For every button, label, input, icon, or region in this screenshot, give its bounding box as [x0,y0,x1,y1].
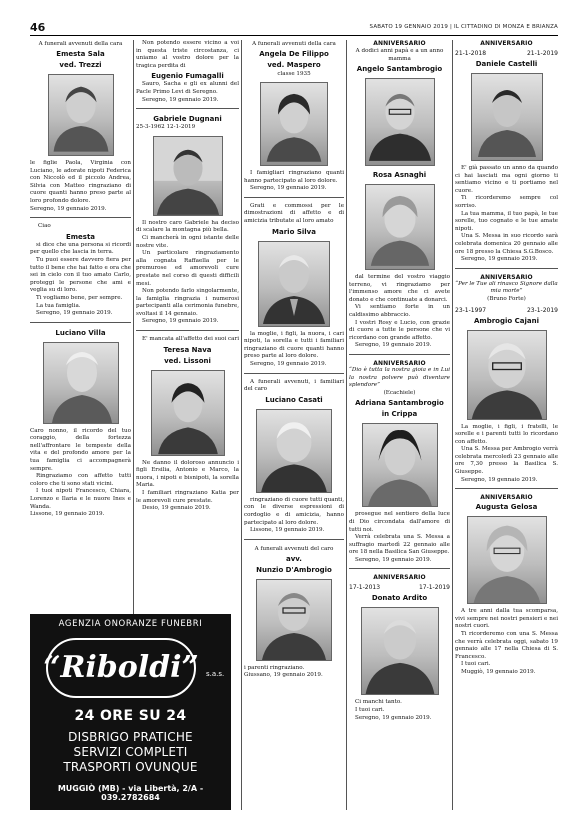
deceased-subtitle: in Crippa [381,410,418,419]
column-rule [241,40,242,810]
notice-mario-silva [244,203,344,369]
notice-text: ringraziano di cuore tutti quanti, con le diverse espressioni di cordoglio e di amicizia, hanno partecipato al loro dolore. [244,496,344,526]
notice-text: Ci manchi tanto. [355,699,402,706]
divider [349,568,450,569]
notice-date: Seregno, 19 gennaio 2019. [36,310,113,317]
notice-text: I famigliari ringraziano quanti hanno partecipato al loro dolore. [244,170,344,184]
notice-text: Ringraziamo con affetto tutti coloro che ti sono stati vicini. [30,473,131,487]
notice-text: La moglie, i figli, i fratelli, le sorelle e i parenti tutti lo ricordano con affetto. [455,423,558,445]
notice-text: Non potendo farlo singolarmente, la famiglia ringrazia i numerosi partecipanti alla cerimonia funebre, svoltasi il 14 gennaio. [136,288,239,317]
anniversary-heading: ANNIVERSARIO [480,494,533,502]
anniversary-adriana-santambrogio [349,360,450,565]
date-end: 17-1-2019 [418,584,450,592]
notice-text: Ci mancherà in ogni istante delle nostre vite. [136,234,239,249]
portrait-photo [151,370,225,456]
notice-text: la moglie, i figli, la nuora, i cari nipoti, la sorella e tutti i familiari ringraziano di cuore quanti hanno preso parte al loro dolore. [244,330,344,360]
anniversary-santambrogio-asnaghi [349,40,450,350]
deceased-name: Emesta Sala [56,50,105,58]
notice-date: Muggiò, 19 gennaio 2019. [461,669,536,675]
deceased-title: avv. [286,554,302,563]
deceased-name: Mario Silva [272,227,316,236]
life-dates [349,584,450,591]
divider [244,539,344,540]
notice-text: E' già passato un anno da quando ci hai lasciati ma ogni giorno ti sentiamo vicino e ti portiamo nel cuore. [455,165,558,194]
notice-text: Ti ricorderemo con una S. Messa che verrà celebrata oggi, sabato 19 gennaio alle 17 nella Chiesa di S. Francesco. [455,631,558,660]
divider [30,217,131,218]
portrait-photo [467,330,547,420]
notice-intro: A dodici anni papà e a un anno mamma [355,48,444,62]
page-number: 46 [30,21,46,34]
divider [136,330,239,331]
portrait-photo [260,82,328,166]
deceased-name: Luciano Villa [55,328,106,337]
notice-text: Vi sentiamo forte in un caldissimo abbraccio. [349,304,450,318]
notice-text: Un particolare ringraziamento alla cognata Raffaella per le premurose ed amorevoli cure prestate nel corso di questi difficili mesi. [136,250,239,287]
notice-text: Una S. Messa in suo ricordo sarà celebrata domenica 20 gennaio alle ore 18 presso la Chiesa S.G.Bosco. [455,233,558,255]
divider [455,488,558,489]
notice-intro: A funerali avvenuti, i familiari del caro [244,378,344,393]
anniversary-ambrogio-cajani [455,274,558,485]
portrait-figure [472,74,542,160]
deceased-subtitle: ved. Trezzi [59,61,102,69]
portrait-photo [365,78,435,166]
quote-text: “Dio è tutta la nostra gioia e in Lui la nostra polvere può diventare splendore” [349,366,450,389]
notice-signature: I tuoi cari. [355,707,385,714]
date-start: 23-1-1997 [455,306,487,314]
deceased-name: Augusta Gelosa [475,503,538,512]
portrait-photo [471,73,543,161]
portrait-photo [362,423,438,507]
agency-logo [43,638,199,698]
column-4 [349,40,450,810]
notice-intro: A funerali avvenuti della cara [38,41,123,47]
notice-date: Lissone, 19 gennaio 2019. [30,511,105,518]
anniversary-augusta-gelosa [455,494,558,676]
date-start: 21-1-2018 [455,50,487,57]
funeral-agency-advertisement [30,614,231,810]
deceased-name: Ambrogio Cajani [473,316,539,325]
portrait-photo [256,409,332,493]
ad-address-phone: MUGGIÒ (MB) - via Libertà, 2/A - 039.2782684 [57,784,204,802]
agency-legal-form: s.a.s. [206,670,225,678]
ad-service: TRASPORTI OVUNQUE [63,760,198,774]
notice-nunzio-dambrogio [244,545,344,680]
divider [244,373,344,374]
notice-eugenio-fumagalli [136,40,239,104]
column-3 [244,40,344,810]
notice-intro: A funerali avvenuti del caro [254,545,334,552]
date-end: 21-1-2019 [526,50,558,57]
divider [244,197,344,198]
portrait-figure [152,371,224,455]
notice-date: Seregno, 19 gennaio 2019. [250,360,327,367]
notice-teresa-nava [136,336,239,513]
notice-text: si dice che una persona si ricordi per quello che lascia in terra. [30,241,131,256]
notice-emesta-sala [30,40,131,213]
notice-emesta-greeting [30,223,131,318]
notice-text: le figlie Paola, Virginia con Luciano, le adorate nipoti Federica con Niccolò ed il piccolo Andrea, Silvia con Matteo ringraziano di cuore quanti hanno preso parte al loro profondo dolore. [30,160,131,204]
ad-service: DISBRIGO PRATICHE [68,730,193,744]
quote-author: (Bruno Forte) [487,295,526,302]
portrait-figure [154,137,222,215]
notice-date: Lissone, 19 gennaio 2019. [250,527,325,534]
deceased-name: Daniele Castelli [475,60,538,68]
notice-date: Seregno, 19 gennaio 2019. [355,342,432,349]
notice-luciano-villa [30,328,131,519]
notice-text: prosegue nel sentiero della luce di Dio circondata dall'amore di tutti noi. [349,511,450,533]
notice-text: Verrà celebrata una S. Messa a suffragio martedì 22 gennaio alle ore 18 nella Basilica San Giuseppe. [349,534,450,556]
column-rule [346,40,347,810]
page-header [30,20,558,36]
notice-date: Seregno, 19 gennaio 2019. [355,556,432,563]
notice-angela-de-filippo [244,40,344,193]
deceased-name: Rosa Asnaghi [372,171,427,179]
quote-text: “Per le Tue ali rinasco Signore dalla mia morte” [455,280,558,295]
notice-text: La tua mamma, il tuo papà, le tue sorelle, tuo cognato e le tue amate nipoti. [455,210,558,232]
deceased-name: Emesta [65,232,96,241]
notice-signature: I tuoi cari. [461,661,491,668]
header-date-masthead: SABATO 19 GENNAIO 2019 | IL CITTADINO DI MONZA E BRIANZA [369,24,558,30]
notice-date: Seregno, 19 gennaio 2019. [250,185,327,192]
notice-text: Sauro, Sacha e gli ex alunni del Pacle Primo Levi di Seregno. [136,81,239,95]
notice-date: Seregno, 19 gennaio 2019. [461,256,538,263]
notice-text: A tre anni dalla tua scomparsa, vivi sempre nei nostri pensieri e nei nostri cuori. [455,608,558,630]
ad-service: SERVIZI COMPLETI [73,745,188,759]
notice-intro: Ciao [38,223,51,230]
portrait-photo [43,342,119,424]
portrait-figure [363,424,437,506]
notice-text: Ti ricorderemo sempre col sorriso. [455,195,558,209]
notice-date: Seregno, 19 gennaio 2019. [30,205,107,212]
column-rule [452,40,453,810]
deceased-name: Nunzio D'Ambrogio [256,565,332,574]
portrait-figure [49,75,113,155]
notice-luciano-casati [244,379,344,535]
ad-heading: AGENZIA ONORANZE FUNEBRI [58,619,203,629]
notice-text: I vostri Rosy e Lucio, con grazie di cuore a tutte le persone che vi ricordano con grande affetto. [349,319,450,341]
life-dates [455,50,558,57]
portrait-photo [258,241,330,327]
portrait-photo [48,74,114,156]
portrait-figure [366,185,434,269]
anniversary-heading: ANNIVERSARIO [480,273,533,281]
divider [349,354,450,355]
notice-text: I familiari ringraziano Katia per le amorevoli cure prestate. [136,490,239,504]
notice-text: Non potendo essere vicino a voi in questa triste circostanza, ci uniamo al vostro dolore per la tragica perdita di [136,40,239,69]
notice-intro: A funerali avvenuti della cara [252,41,336,47]
anniversary-donato-ardito [349,574,450,722]
deceased-name: Adriana Santambrogio [355,399,444,408]
agency-name: “Riboldi” [43,650,199,685]
notice-intro: E' mancata all'affetto dei suoi cari [142,336,239,343]
deceased-name: Angela De Filippo [259,50,329,58]
deceased-birth-year: classe 1935 [277,71,311,77]
notice-gabriele-dugnani [136,114,239,326]
portrait-figure [468,331,546,419]
portrait-figure [362,608,438,694]
notice-date: Seregno, 19 gennaio 2019. [461,476,538,483]
notice-date: Seregno, 19 gennaio 2019. [142,96,219,103]
deceased-name: Angelo Santambrogio [356,65,443,73]
notice-text: Caro nonno, il ricordo del tuo coraggio, della fortezza nell'affrontare le tempeste della vita e del profondo amore per la tua famiglia ci accompagnerà sempre. [30,427,131,472]
portrait-figure [257,410,331,492]
anniversary-heading: ANNIVERSARIO [373,359,426,367]
column-5 [455,40,558,810]
notice-text: I tuoi nipoti Francesco, Chiara, Lorenzo e Ilaria e le nuore Ines e Wanda. [30,488,131,510]
date-end: 23-1-2019 [526,306,558,314]
notice-date: Seregno, 19 gennaio 2019. [142,318,219,325]
notice-date: Seregno, 19 gennaio 2019. [355,714,432,721]
deceased-name: Luciano Casati [265,395,323,404]
notice-intro: Grati e commossi per le dimostrazioni di affetto e di amicizia tributate al loro amato [244,202,344,224]
portrait-figure [257,580,331,660]
life-dates: 25-3-1962 12-1-2019 [136,124,196,131]
portrait-figure [261,83,327,165]
ad-hours: 24 ORE SU 24 [74,708,187,724]
notice-date: Giussano, 19 gennaio 2019. [244,672,323,679]
deceased-subtitle: ved. Maspero [267,61,321,69]
date-start: 17-1-2013 [349,584,381,592]
deceased-name: Eugenio Fumagalli [151,72,224,81]
notice-text: Ne danno il doloroso annuncio i figli Ersilia, Antonio e Marco, la nuora, i nipoti e bisnipoti, la sorella Maria. [136,459,239,489]
anniversary-heading: ANNIVERSARIO [480,40,533,47]
life-dates [455,307,558,314]
anniversary-daniele-castelli [455,40,558,264]
notice-signature: La tua famiglia. [36,302,81,309]
portrait-figure [259,242,329,326]
deceased-name: Donato Ardito [371,594,428,603]
notice-text: Una S. Messa per Ambrogio verrà celebrata mercoledì 23 gennaio alle ore 7,30 presso la Basilica S. Giuseppe. [455,446,558,476]
divider [455,268,558,269]
divider [30,322,131,323]
portrait-photo [361,607,439,695]
portrait-figure [366,79,434,165]
portrait-figure [468,517,546,603]
portrait-photo [365,184,435,270]
anniversary-heading: ANNIVERSARIO [373,40,426,47]
notice-text: Ti vogliamo bene, per sempre. [36,294,123,301]
portrait-figure [44,343,118,423]
notice-date: Desio, 19 gennaio 2019. [142,505,211,512]
notice-text: Il nostro caro Gabriele ha deciso di scalare la montagna più bella. [136,219,239,234]
portrait-photo [153,136,223,216]
notice-text: i parenti ringraziano. [244,664,305,671]
anniversary-heading: ANNIVERSARIO [373,574,426,582]
deceased-name: Teresa Nava [163,345,212,354]
quote-author: (Ecachiele) [383,389,416,396]
divider [136,108,239,109]
portrait-photo [467,516,547,604]
deceased-name: Gabriele Dugnani [153,115,222,124]
notice-text: dal termine del vostro viaggio terreno, vi ringraziamo per l'immenso amore che ci avete donato e che continuate a donarci. [349,274,450,303]
deceased-subtitle: ved. Lissoni [164,356,211,365]
portrait-photo [256,579,332,661]
notice-text: Tu puoi essere davvero fiera per tutto il bene che hai fatto e ora che sei in cielo con il tuo amato Carlo, proteggi le persone che ami e veglia su di loro. [30,256,131,294]
